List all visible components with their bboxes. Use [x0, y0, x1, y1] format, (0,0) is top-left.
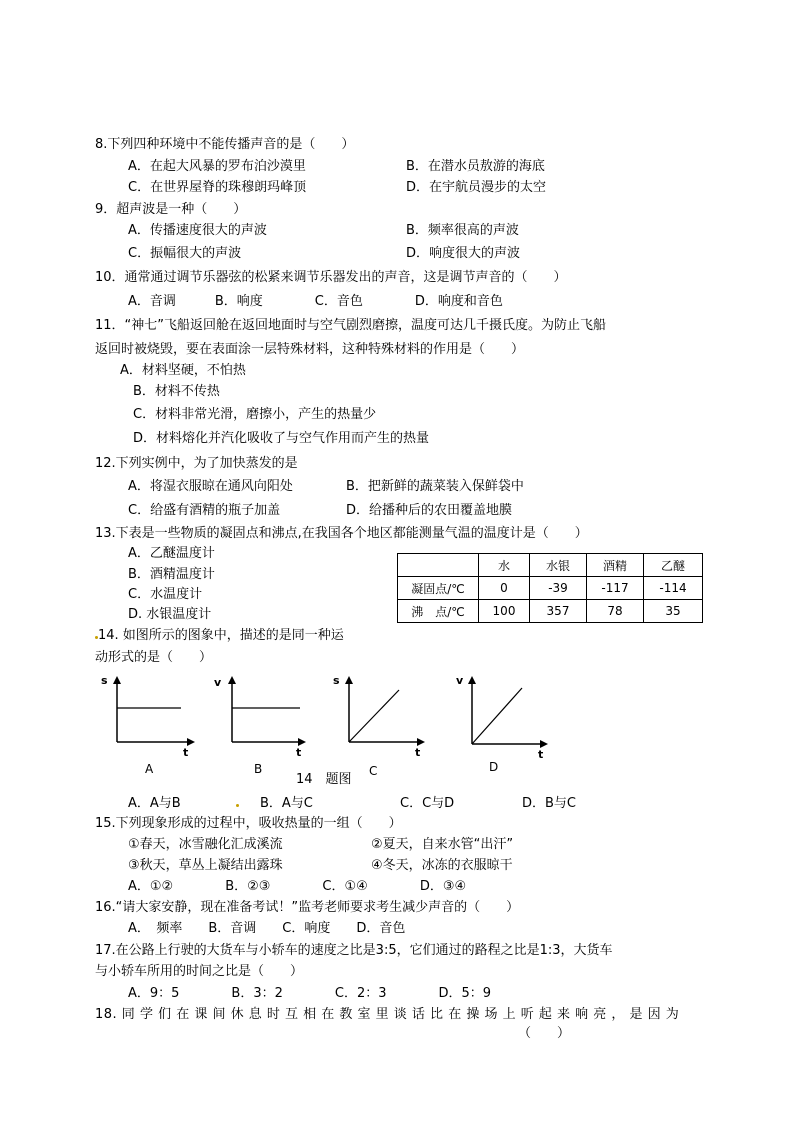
q12-stem: 12.下列实例中，为了加快蒸发的是: [95, 456, 298, 471]
q10-options: A．音调 B．响度 C．音色 D．响度和音色: [128, 294, 503, 309]
q15-stem: 15.下列现象形成的过程中，吸收热量的一组（ ）: [95, 816, 402, 831]
q12-option-c: C．给盛有酒精的瓶子加盖: [128, 503, 281, 518]
graph-c: [329, 672, 447, 782]
q12-option-d: D．给播种后的农田覆盖地膜: [346, 503, 513, 518]
table-header-cell: [398, 554, 479, 577]
graph-b-x-label: t: [296, 746, 302, 759]
graph-d-label: D: [489, 760, 499, 774]
table-cell: 357: [530, 600, 587, 623]
q9-option-c: C．振幅很大的声波: [128, 246, 242, 261]
table-cell: 35: [644, 600, 703, 623]
q8-option-a: A．在起大风暴的罗布泊沙漠里: [128, 159, 306, 174]
q17-stem-line1: 17.在公路上行驶的大货车与小轿车的速度之比是3:5，它们通过的路程之比是1:3，大货车: [95, 943, 613, 958]
q8-stem: 8.下列四种环境中不能传播声音的是（ ）: [95, 137, 355, 152]
q14-stem-line1: 14. 如图所示的图象中，描述的是同一种运: [98, 628, 344, 643]
q9-stem: 9．超声波是一种（ ）: [95, 202, 247, 217]
figure-caption: 14 题图: [296, 772, 352, 787]
q14-stem-line2: 动形式的是（ ）: [95, 650, 213, 665]
q10-stem: 10．通常通过调节乐器弦的松紧来调节乐器发出的声音，这是调节声音的（ ）: [95, 270, 567, 285]
q14-option-d: D．B与C: [522, 796, 577, 811]
graph-c-label: C: [369, 764, 378, 778]
table-cell: 100: [479, 600, 530, 623]
q11-stem-line1: 11．“神七”飞船返回舱在返回地面时与空气剧烈磨擦，温度可达几千摄氏度。为防止飞船: [95, 318, 607, 333]
graph-b: [212, 672, 330, 782]
stray-mark: [236, 804, 239, 807]
q11-option-b: B．材料不传热: [133, 384, 220, 399]
q15-statement-2: ②夏天，自来水管“出汗”: [371, 837, 514, 852]
graph-d: [446, 672, 564, 782]
q9-option-b: B．频率很高的声波: [406, 223, 519, 238]
graph-a-y-label: s: [101, 674, 108, 687]
graph-d-y-label: v: [456, 674, 464, 687]
table-row: [398, 577, 703, 600]
q16-options: A． 频率 B．音调 C．响度 D．音色: [128, 921, 406, 936]
q11-stem-line2: 返回时被烧毁，要在表面涂一层特殊材料，这种特殊材料的作用是（ ）: [95, 342, 525, 357]
q11-option-a: A．材料坚硬，不怕热: [120, 363, 246, 378]
q11-option-c: C．材料非常光滑，磨擦小，产生的热量少: [133, 407, 377, 422]
q12-option-a: A．将湿衣服晾在通风向阳处: [128, 479, 293, 494]
q11-option-d: D．材料熔化并汽化吸收了与空气作用而产生的热量: [133, 431, 430, 446]
q15-statement-4: ④冬天，冰冻的衣服晾干: [371, 858, 513, 873]
graph-b-y-label: v: [214, 676, 222, 689]
graph-c-x-label: t: [415, 746, 421, 759]
q15-statement-3: ③秋天，草丛上凝结出露珠: [128, 858, 283, 873]
table-header-row: [398, 554, 703, 577]
graph-a-x-label: t: [183, 746, 189, 759]
q8-option-d: D．在宇航员漫步的太空: [406, 180, 547, 195]
q14-option-a: A．A与B: [128, 796, 181, 811]
graph-d-x-label: t: [538, 748, 544, 761]
table-cell: 78: [587, 600, 644, 623]
q9-option-a: A．传播速度很大的声波: [128, 223, 267, 238]
table-cell: 沸 点/℃: [398, 600, 479, 623]
graph-a-label: A: [145, 762, 154, 776]
table-cell: -39: [530, 577, 587, 600]
q15-statement-1: ①春天，冰雪融化汇成溪流: [128, 837, 283, 852]
graph-c-y-label: s: [333, 674, 340, 687]
q13-option-c: C．水温度计: [128, 587, 203, 602]
q8-option-c: C．在世界屋脊的珠穆朗玛峰顶: [128, 180, 307, 195]
q9-option-d: D．响度很大的声波: [406, 246, 521, 261]
q15-options: A．①② B．②③ C．①④ D．③④: [128, 879, 467, 894]
q12-option-b: B．把新鲜的蔬菜装入保鲜袋中: [346, 479, 524, 494]
graph-d-line: [472, 688, 522, 744]
q13-option-b: B．酒精温度计: [128, 567, 215, 582]
table-header-cell: 乙醚: [644, 554, 703, 577]
table-cell: 0: [479, 577, 530, 600]
table-header-cell: 水: [479, 554, 530, 577]
q8-option-b: B．在潜水员敖游的海底: [406, 159, 545, 174]
graph-a: [97, 672, 215, 782]
q13-data-table: [397, 553, 703, 623]
q13-stem: 13.下表是一些物质的凝固点和沸点,在我国各个地区都能测量气温的温度计是（ ）: [95, 526, 588, 541]
q14-option-b: B．A与C: [260, 796, 313, 811]
table-cell: 凝固点/℃: [398, 577, 479, 600]
q16-stem: 16.“请大家安静，现在准备考试！”监考老师要求考生减少声音的（ ）: [95, 900, 520, 915]
q17-options: A．9：5 B．3：2 C．2：3 D．5：9: [128, 986, 492, 1001]
q14-option-c: C．C与D: [400, 796, 455, 811]
q13-option-a: A．乙醚温度计: [128, 546, 215, 561]
graph-c-line: [349, 690, 399, 742]
q17-stem-line2: 与小轿车所用的时间之比是（ ）: [95, 964, 304, 979]
q18-stem: 18. 同 学 们 在 课 间 休 息 时 互 相 在 教 室 里 谈 话 比 在 操 场 上 听 起 来 响 亮 ， 是 因 为: [95, 1007, 680, 1022]
q18-answer-paren: （ ）: [518, 1026, 571, 1041]
table-header-cell: 水银: [530, 554, 587, 577]
table-cell: -117: [587, 577, 644, 600]
graph-b-label: B: [254, 762, 263, 776]
q13-option-d: D. 水银温度计: [128, 607, 212, 622]
table-cell: -114: [644, 577, 703, 600]
table-row: [398, 600, 703, 623]
table-header-cell: 酒精: [587, 554, 644, 577]
